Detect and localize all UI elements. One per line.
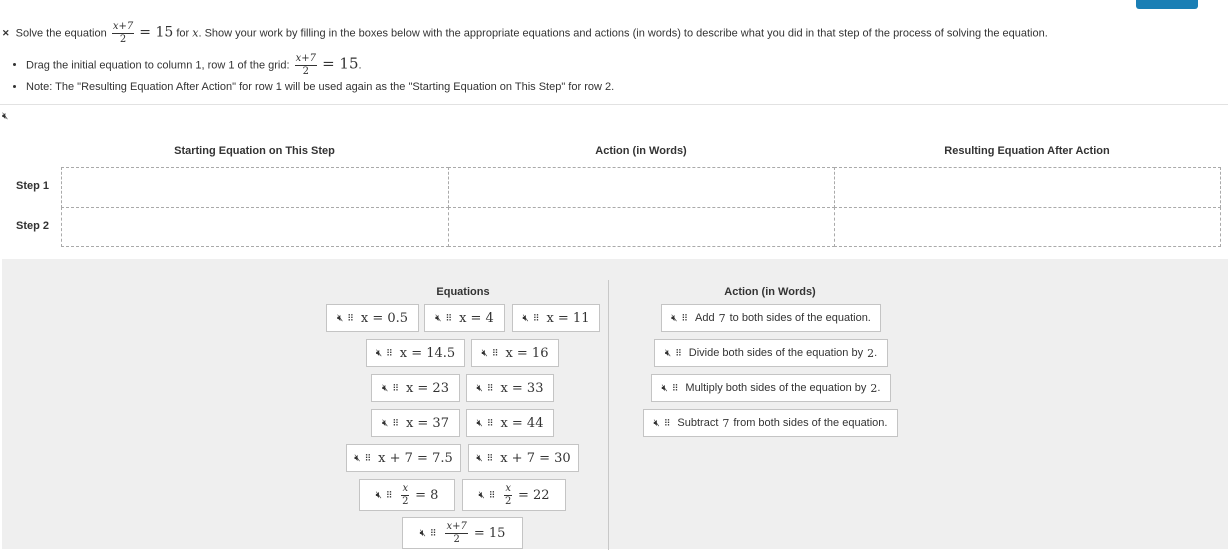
column-header-resulting: Resulting Equation After Action [944, 145, 1110, 157]
drag-handle-icon[interactable]: ⠿ [486, 382, 493, 393]
action-tile[interactable]: 🔇︎ ⠿ Add 7 to both sides of the equation. [661, 304, 881, 332]
equation-tile[interactable]: 🔇︎ ⠿ x = 11 [512, 304, 600, 332]
drag-handle-icon[interactable]: ⠿ [392, 382, 398, 393]
bullet-drag: • Drag the initial equation to column 1, row 1 of the grid: $\frac{x+7}{2}$ = 15. [26, 54, 614, 77]
equation-tile[interactable]: 🔇︎ ⠿ x + 7 = 7.5 [346, 444, 461, 472]
drag-handle-icon[interactable]: ⠿ [488, 489, 495, 500]
speaker-mute-icon[interactable]: 🔇︎ [664, 347, 672, 359]
drop-cell-step1-action[interactable] [448, 167, 835, 208]
drag-handle-icon[interactable]: ⠿ [681, 312, 688, 323]
drop-cell-step1-starting[interactable] [61, 167, 449, 208]
drop-cell-step1-resulting[interactable] [834, 167, 1221, 208]
column-header-action: Action (in Words) [595, 145, 687, 157]
speaker-mute-icon[interactable]: 🔇︎ [522, 312, 529, 324]
drag-handle-icon[interactable]: ⠿ [392, 417, 398, 428]
drop-cell-step2-action[interactable] [448, 207, 835, 247]
speaker-mute-icon[interactable]: 🔇︎ [419, 527, 426, 539]
speaker-mute-icon[interactable]: 🔇︎ [476, 417, 483, 429]
action-tile[interactable]: 🔇︎ ⠿ Multiply both sides of the equation by 2 . [651, 374, 891, 402]
drag-handle-icon[interactable]: ⠿ [486, 452, 493, 463]
drag-handle-icon[interactable]: ⠿ [364, 452, 371, 463]
equation-tile[interactable]: 🔇︎ ⠿ x = 4 [424, 304, 505, 332]
drag-handle-icon[interactable]: ⠿ [445, 312, 452, 323]
equation-tile[interactable]: 🔇︎ ⠿ x = 33 [466, 374, 554, 402]
drop-cell-step2-starting[interactable] [61, 207, 449, 247]
close-icon[interactable]: ✕ [2, 28, 10, 39]
speaker-mute-icon[interactable]: 🔇︎ [354, 452, 361, 464]
drag-handle-icon[interactable]: ⠿ [486, 417, 493, 428]
column-header-starting: Starting Equation on This Step [174, 145, 335, 157]
row-label-step-1: Step 1 [16, 180, 50, 192]
row-label-step-2: Step 2 [16, 220, 50, 232]
drag-handle-icon[interactable]: ⠿ [532, 312, 539, 323]
instruction-fraction: $\frac{x+7}{2}$ [112, 21, 134, 45]
equation-tile[interactable]: 🔇︎ ⠿ x = 0.5 [326, 304, 419, 332]
speaker-mute-icon[interactable]: 🔇︎ [476, 452, 483, 464]
bank-divider [608, 280, 609, 550]
drag-handle-icon[interactable]: ⠿ [663, 417, 670, 428]
speaker-mute-icon[interactable]: 🔇︎ [671, 312, 678, 324]
equation-tile[interactable]: 🔇︎ ⠿ x = 14.5 [366, 339, 465, 367]
equation-tile[interactable]: 🔇︎ ⠿ $\frac{x+7}{2}$ = 15 [402, 517, 523, 549]
speaker-mute-icon[interactable]: 🔇︎ [476, 382, 483, 394]
speaker-mute-icon[interactable]: 🔇︎ [435, 312, 442, 324]
drag-handle-icon[interactable]: ⠿ [429, 527, 436, 538]
divider [0, 104, 1228, 105]
drag-handle-icon[interactable]: ⠿ [675, 347, 681, 358]
answer-bank [2, 259, 1228, 549]
instruction-bullets [10, 54, 614, 97]
speaker-mute-icon[interactable]: 🔇︎ [478, 489, 485, 501]
speaker-mute-icon[interactable]: 🔇︎ [375, 489, 382, 501]
equation-tile[interactable]: 🔇︎ ⠿ x = 16 [471, 339, 559, 367]
equation-tile[interactable]: 🔇︎ ⠿ x = 23 [371, 374, 460, 402]
speaker-mute-icon[interactable]: 🔇︎ [481, 347, 488, 359]
equation-tile[interactable]: 🔇︎ ⠿ x + 7 = 30 [468, 444, 579, 472]
speaker-mute-icon[interactable]: 🔇︎ [375, 347, 383, 359]
bullet-note: • Note: The "Resulting Equation After Action" for row 1 will be used again as the "Starting Equation on This Step" for row 2. [26, 81, 614, 93]
speaker-mute-icon[interactable]: 🔇︎ [661, 382, 668, 394]
drag-handle-icon[interactable]: ⠿ [491, 347, 498, 358]
speaker-mute-icon[interactable]: 🔇︎ [653, 417, 660, 429]
drop-cell-step2-resulting[interactable] [834, 207, 1221, 247]
speaker-mute-icon[interactable]: 🔇︎ [382, 417, 389, 429]
equations-header: Equations [436, 286, 490, 298]
instructions: ✕ Solve the equation $\frac{x+7}{2}$ = 15 for x. Show your work by filling in the boxes below with the appropriate equations and actions (in words) to describe what you did in that step of the process of solving the equation. [2, 21, 1048, 45]
drag-handle-icon[interactable]: ⠿ [386, 347, 392, 358]
speaker-mute-icon[interactable]: 🔇︎ [336, 312, 344, 324]
equation-tile[interactable]: 🔇︎ ⠿ x = 37 [371, 409, 460, 437]
equation-tile[interactable]: 🔇︎ ⠿ $\frac{x}{2}$ = 22 [462, 479, 566, 511]
action-tile[interactable]: 🔇︎ ⠿ Divide both sides of the equation by 2 . [654, 339, 888, 367]
speaker-mute-icon[interactable]: 🔇︎ [2, 111, 9, 122]
submit-button[interactable] [1136, 0, 1198, 9]
speaker-mute-icon[interactable]: 🔇︎ [382, 382, 389, 394]
equation-tile[interactable]: 🔇︎ ⠿ x = 44 [466, 409, 554, 437]
action-tile[interactable]: 🔇︎ ⠿ Subtract 7 from both sides of the equation. [643, 409, 898, 437]
drag-handle-icon[interactable]: ⠿ [385, 489, 392, 500]
bullet-fraction: $\frac{x+7}{2}$ [295, 53, 316, 77]
drag-handle-icon[interactable]: ⠿ [347, 312, 353, 323]
actions-header: Action (in Words) [724, 286, 816, 298]
equation-tile[interactable]: 🔇︎ ⠿ $\frac{x}{2}$ = 8 [359, 479, 455, 511]
drag-handle-icon[interactable]: ⠿ [671, 382, 678, 393]
